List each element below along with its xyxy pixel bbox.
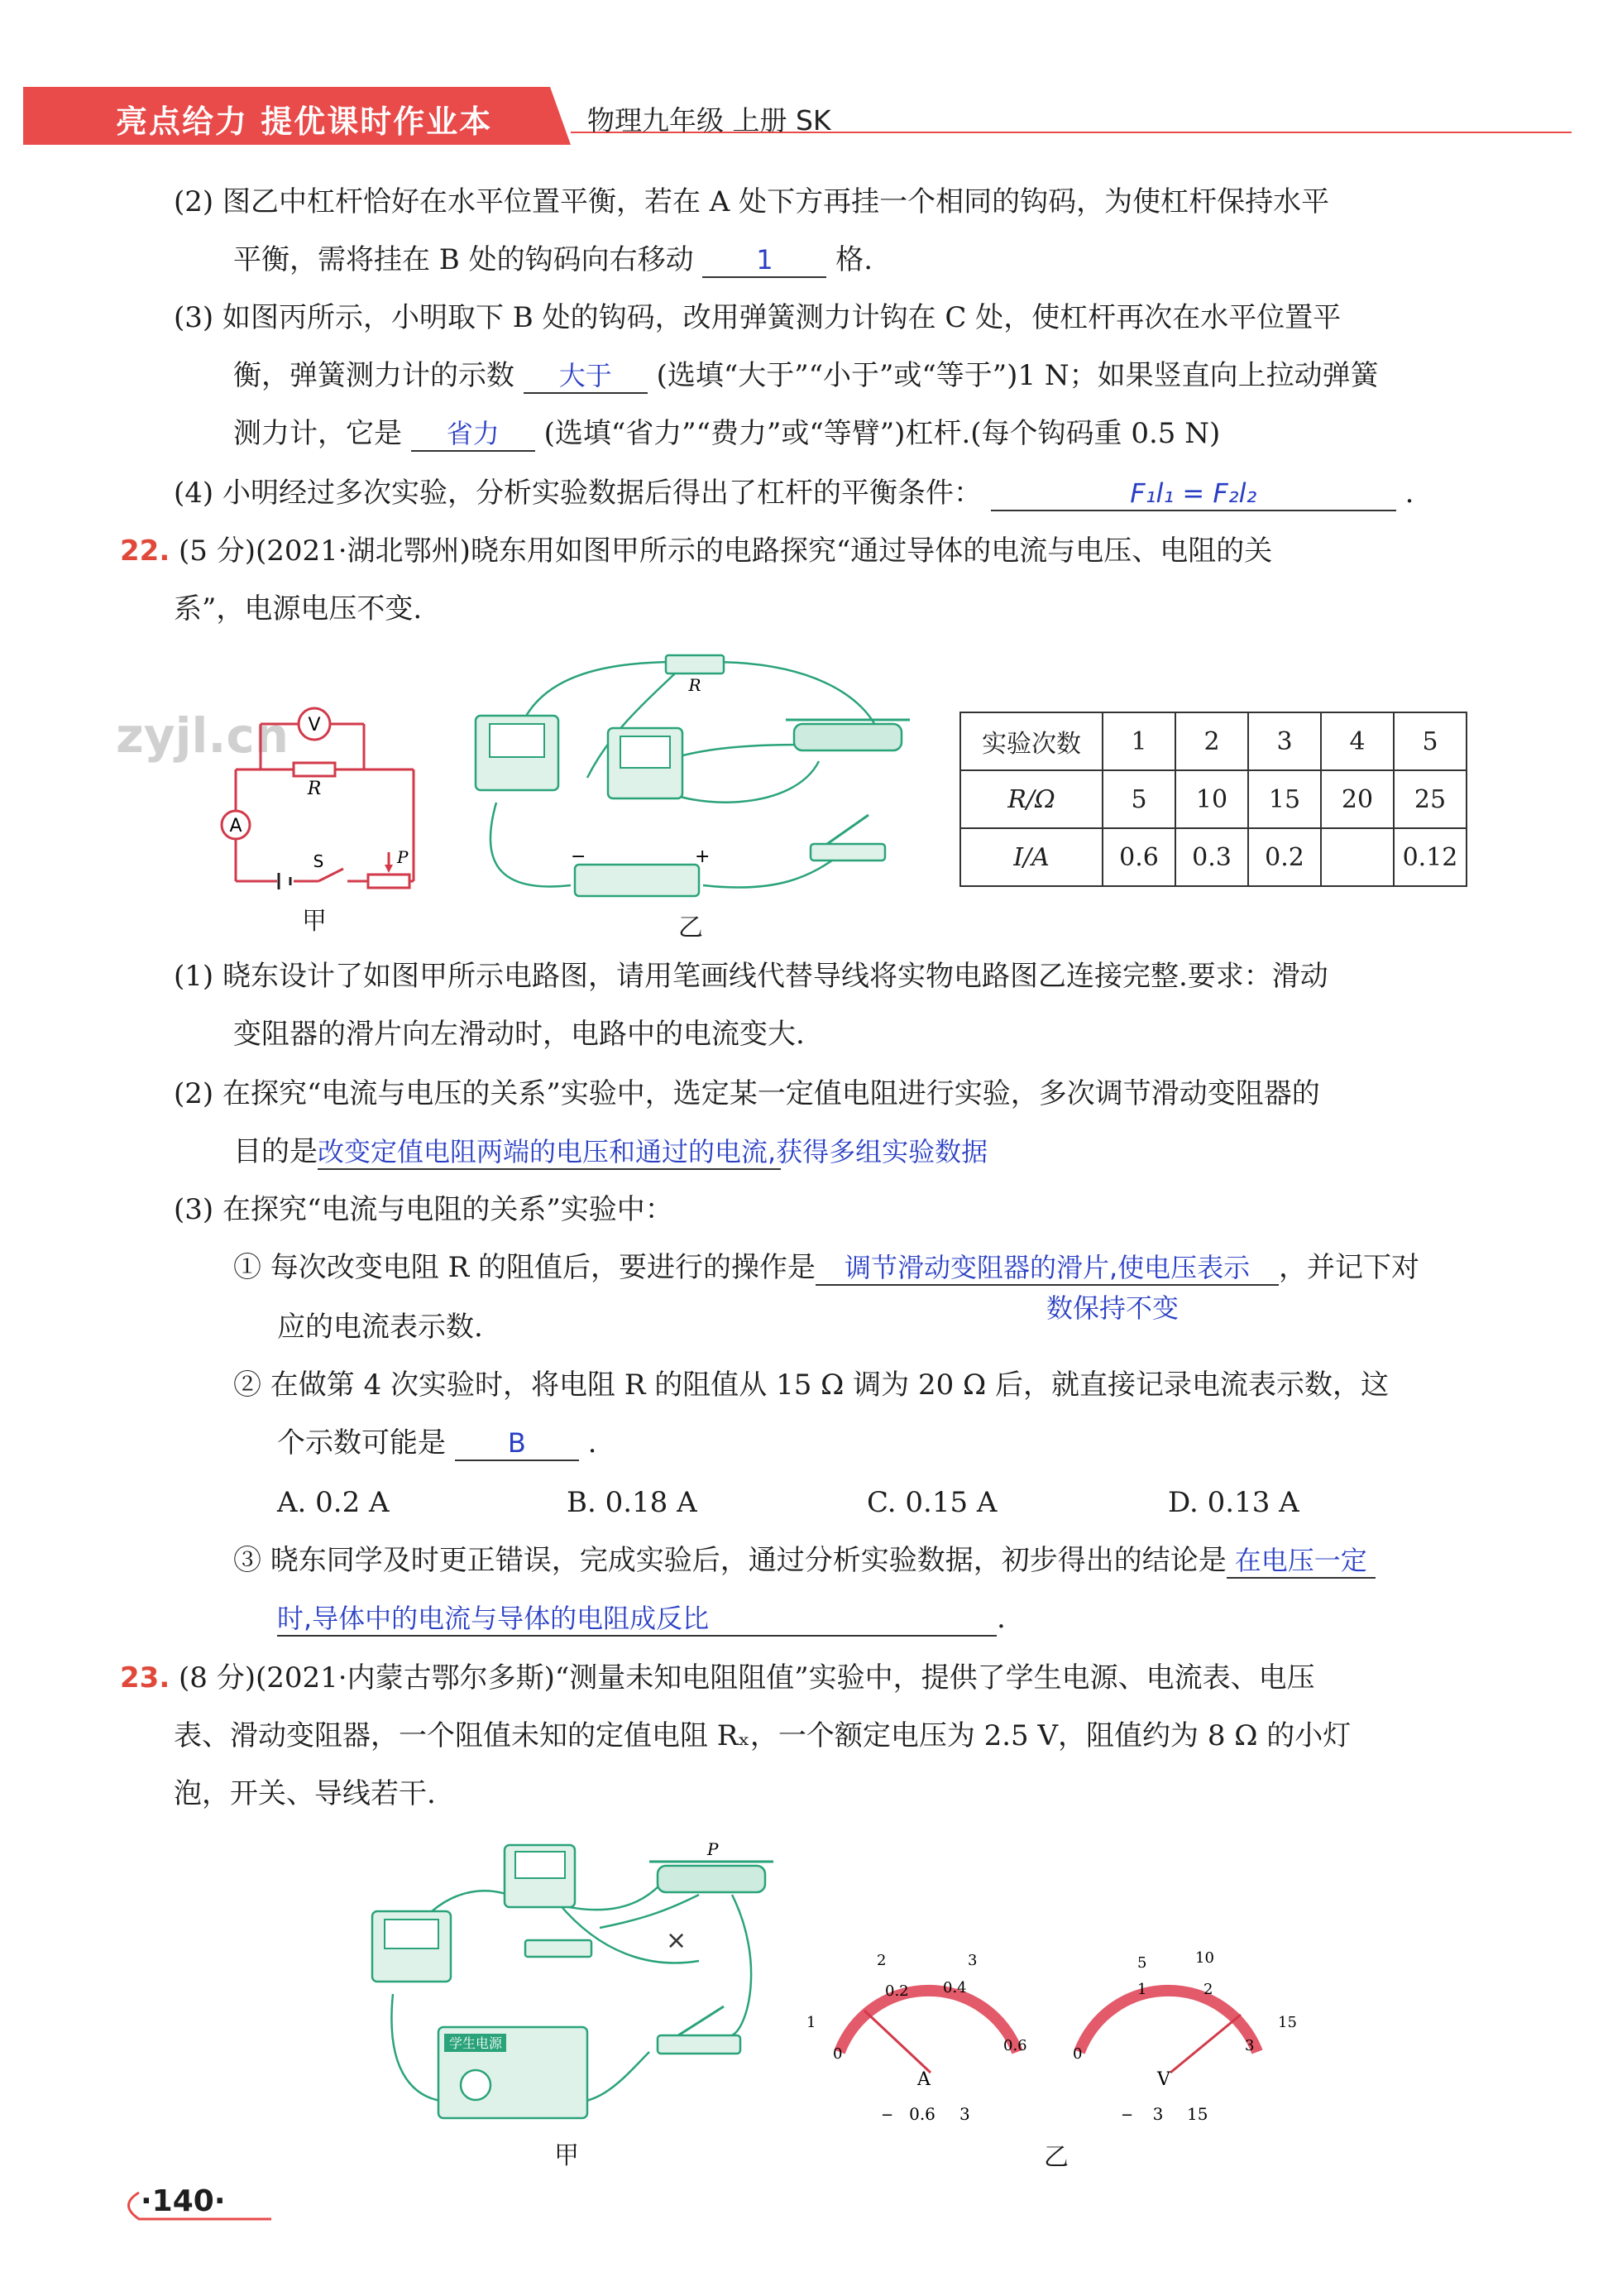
- table-cell: 0.12: [1394, 828, 1467, 886]
- q22-s3-line2: [277, 1600, 1006, 1637]
- q21-p2-line2: [233, 242, 873, 278]
- q22-option-b: B. 0.18 A: [567, 1486, 697, 1519]
- voltmeter-outer-10: 10: [1195, 1949, 1214, 1967]
- table-row: [960, 712, 1467, 770]
- q22-number: 22.: [120, 534, 170, 568]
- svg-text:×: ×: [666, 1926, 687, 1955]
- q23-stem-1: (8 分)(2021·内蒙古鄂尔多斯)“测量未知电阻阻值”实验中，提供了学生电源、电流表、电压: [179, 1661, 1315, 1694]
- q22-p2-text-a: 目的是: [233, 1135, 318, 1168]
- ammeter-scale-02: 0.2: [885, 1982, 909, 2000]
- voltmeter-symbol: V: [308, 715, 321, 736]
- table-cell: 5: [1394, 712, 1467, 770]
- ammeter-scale-04: 0.4: [943, 1979, 967, 1996]
- q22-s2-line2: [277, 1425, 596, 1461]
- svg-text:−: −: [1121, 2107, 1134, 2124]
- ammeter-scale-06: 0.6: [1003, 2037, 1027, 2054]
- q22-s2-text-b: .: [587, 1426, 597, 1460]
- table-cell: 1: [1103, 712, 1175, 770]
- ammeter-outer-1: 1: [806, 2014, 816, 2031]
- q22-option-a: A. 0.2 A: [277, 1486, 390, 1519]
- resistor-label: R: [307, 779, 322, 799]
- q22-s1-line2: 应的电流表示数.: [277, 1311, 483, 1344]
- q21-p4-answer: F₁l₁ = F₂l₂: [991, 477, 1396, 511]
- q21-p3-answer-2: 省力: [411, 417, 535, 452]
- table-cell: 3: [1248, 712, 1321, 770]
- q22-caption-jia: 甲: [302, 907, 327, 936]
- table-row: [960, 770, 1467, 828]
- ammeter-outer-3: 3: [968, 1952, 978, 1969]
- q21-p3-text-c: 测力计，它是: [233, 417, 402, 450]
- power-supply-label: 学生电源: [448, 2035, 503, 2051]
- q22-p2-line2: [233, 1134, 988, 1170]
- q21-p3-answer-1: 大于: [524, 359, 648, 394]
- physical-circuit-yi: [463, 645, 926, 910]
- q21-p2-text-b: 格.: [835, 243, 873, 276]
- table-cell: 15: [1248, 770, 1321, 828]
- q23-caption-yi: 乙: [1044, 2143, 1069, 2172]
- q22-option-d: D. 0.13 A: [1168, 1486, 1299, 1519]
- q21-p2-line1: (2) 图乙中杠杆恰好在水平位置平衡，若在 A 处下方再挂一个相同的钩码，为使杠杆保持水平: [174, 185, 1330, 218]
- table-cell: 0.2: [1248, 828, 1321, 886]
- table-cell: 20: [1321, 770, 1394, 828]
- book-title: 亮点给力 提优课时作业本: [116, 103, 493, 140]
- q21-p3-text-d: (选填“省力”“费力”或“等臂”)杠杆.(每个钩码重 0.5 N): [543, 417, 1221, 450]
- q23-line2: 表、滑动变阻器，一个阻值未知的定值电阻 Rₓ，一个额定电压为 2.5 V，阻值约为 8 Ω 的小灯: [174, 1719, 1352, 1752]
- book-subtitle: 物理九年级 上册 SK: [587, 104, 831, 137]
- q22-p3-line: (3) 在探究“电流与电阻的关系”实验中：: [174, 1193, 673, 1226]
- ammeter-terminal-3: 3: [959, 2104, 970, 2124]
- q22-s3-text-a: ③ 晓东同学及时更正错误，完成实验后，通过分析实验数据，初步得出的结论是: [233, 1544, 1227, 1577]
- voltmeter-scale-2: 2: [1203, 1981, 1213, 1998]
- q21-p4-line: [174, 475, 1414, 511]
- q21-p3-text-a: 衡，弹簧测力计的示数: [233, 359, 514, 392]
- table-row: [960, 828, 1467, 886]
- voltmeter-dial: [1073, 1949, 1297, 2124]
- q22-s1-answer-1: 调节滑动变阻器的滑片,使电压表示: [816, 1251, 1279, 1286]
- q21-p3-line2: [233, 357, 1379, 394]
- svg-text:+: +: [695, 846, 711, 867]
- voltmeter-outer-15: 15: [1278, 2014, 1297, 2031]
- table-header: I/A: [960, 828, 1103, 886]
- table-cell: 5: [1103, 770, 1175, 828]
- voltmeter-terminal-15: 15: [1187, 2104, 1208, 2124]
- table-cell: 10: [1175, 770, 1248, 828]
- slider-label: P: [397, 847, 409, 867]
- q22-s2-answer: B: [455, 1426, 579, 1461]
- q21-p3-text-b: (选填“大于”“小于”或“等于”)1 N；如果竖直向上拉动弹簧: [656, 359, 1379, 392]
- table-header: R/Ω: [960, 770, 1103, 828]
- q22-caption-yi: 乙: [678, 913, 703, 942]
- table-cell: [1321, 828, 1394, 886]
- table-cell: 0.6: [1103, 828, 1175, 886]
- q22-s3-line1: [233, 1542, 1376, 1579]
- q22-s1-line1: [233, 1249, 1419, 1286]
- table-cell: 0.3: [1175, 828, 1248, 886]
- q21-p3-line3: [233, 415, 1220, 452]
- ammeter-symbol: A: [229, 816, 242, 836]
- q22-s1-answer-2: 数保持不变: [1046, 1292, 1180, 1324]
- page-number: ·140·: [141, 2184, 226, 2218]
- voltmeter-scale-1: 1: [1137, 1981, 1147, 1998]
- q22-p2-line1: (2) 在探究“电流与电压的关系”实验中，选定某一定值电阻进行实验，多次调节滑动变阻器的: [174, 1077, 1320, 1110]
- q22-s2-text-a: 个示数可能是: [277, 1426, 446, 1460]
- q22-s3-text-b: .: [997, 1602, 1006, 1635]
- ammeter-dial: [806, 1952, 1027, 2124]
- q23-number: 23.: [120, 1661, 170, 1694]
- ammeter-terminal-06: 0.6: [909, 2104, 935, 2124]
- q22-option-c: C. 0.15 A: [867, 1486, 998, 1519]
- table-cell: 4: [1321, 712, 1394, 770]
- ammeter-label: A: [917, 2069, 931, 2090]
- q23-caption-jia: 甲: [554, 2141, 579, 2170]
- switch-label: S: [313, 851, 324, 871]
- q21-p4-text-a: (4) 小明经过多次实验，分析实验数据后得出了杠杆的平衡条件：: [174, 477, 982, 510]
- q22-s1-text-b: ，并记下对: [1279, 1251, 1420, 1284]
- svg-text:−: −: [881, 2107, 894, 2124]
- voltmeter-terminal-3: 3: [1152, 2104, 1164, 2124]
- q22-p1-line2: 变阻器的滑片向左滑动时，电路中的电流变大.: [233, 1018, 805, 1051]
- q22-stem-1: (5 分)(2021·湖北鄂州)晓东用如图甲所示的电路探究“通过导体的电流与电压、电阻的关: [179, 534, 1273, 568]
- q23-line1: [120, 1660, 1315, 1696]
- q22-line2: 系”，电源电压不变.: [174, 592, 423, 626]
- q21-p2-answer: 1: [702, 243, 826, 278]
- q22-s1-text-a: ① 每次改变电阻 R 的阻值后，要进行的操作是: [233, 1251, 816, 1284]
- table-header: 实验次数: [960, 712, 1103, 770]
- q22-p2-answer: 改变定值电阻两端的电压和通过的电流,获得多组实验数据: [318, 1135, 781, 1170]
- q22-s3-answer-1: 在电压一定: [1227, 1544, 1376, 1579]
- q23-meter-dials-yi: [798, 1944, 1311, 2135]
- q22-line1: [120, 533, 1272, 569]
- q23-physical-circuit-jia: [352, 1829, 815, 2135]
- q21-p4-text-b: .: [1404, 477, 1414, 510]
- q23-line3: 泡，开关、导线若干.: [174, 1777, 436, 1810]
- table-cell: 2: [1175, 712, 1248, 770]
- q22-s3-answer-2: 时,导体中的电流与导体的电阻成反比: [277, 1602, 997, 1637]
- ammeter-outer-2: 2: [877, 1952, 887, 1969]
- data-table: [959, 712, 1467, 887]
- voltmeter-label: V: [1157, 2069, 1170, 2090]
- q21-p2-text-a: 平衡，需将挂在 B 处的钩码向右移动: [233, 243, 694, 276]
- q22-p1-line1: (1) 晓东设计了如图甲所示电路图，请用笔画线代替导线将实物电路图乙连接完整.要求：滑动: [174, 960, 1328, 993]
- voltmeter-outer-5: 5: [1137, 1954, 1147, 1972]
- voltmeter-scale-0: 0: [1073, 2045, 1083, 2063]
- voltmeter-scale-3: 3: [1245, 2037, 1255, 2054]
- svg-text:−: −: [571, 846, 586, 867]
- table-cell: 25: [1394, 770, 1467, 828]
- ammeter-scale-0: 0: [833, 2045, 843, 2063]
- watermark: zyjl.cn: [116, 707, 289, 764]
- q21-p3-line1: (3) 如图丙所示，小明取下 B 处的钩码，改用弹簧测力计钩在 C 处，使杠杆再次在水平位置平: [174, 301, 1342, 334]
- circuit-diagram-jia: [211, 703, 426, 902]
- q22-s2-line1: ② 在做第 4 次实验时，将电阻 R 的阻值从 15 Ω 调为 20 Ω 后，就直接记录电流表示数，这: [233, 1368, 1390, 1402]
- q23-slider-label: P: [707, 1839, 719, 1859]
- yi-resistor-label: R: [688, 675, 701, 695]
